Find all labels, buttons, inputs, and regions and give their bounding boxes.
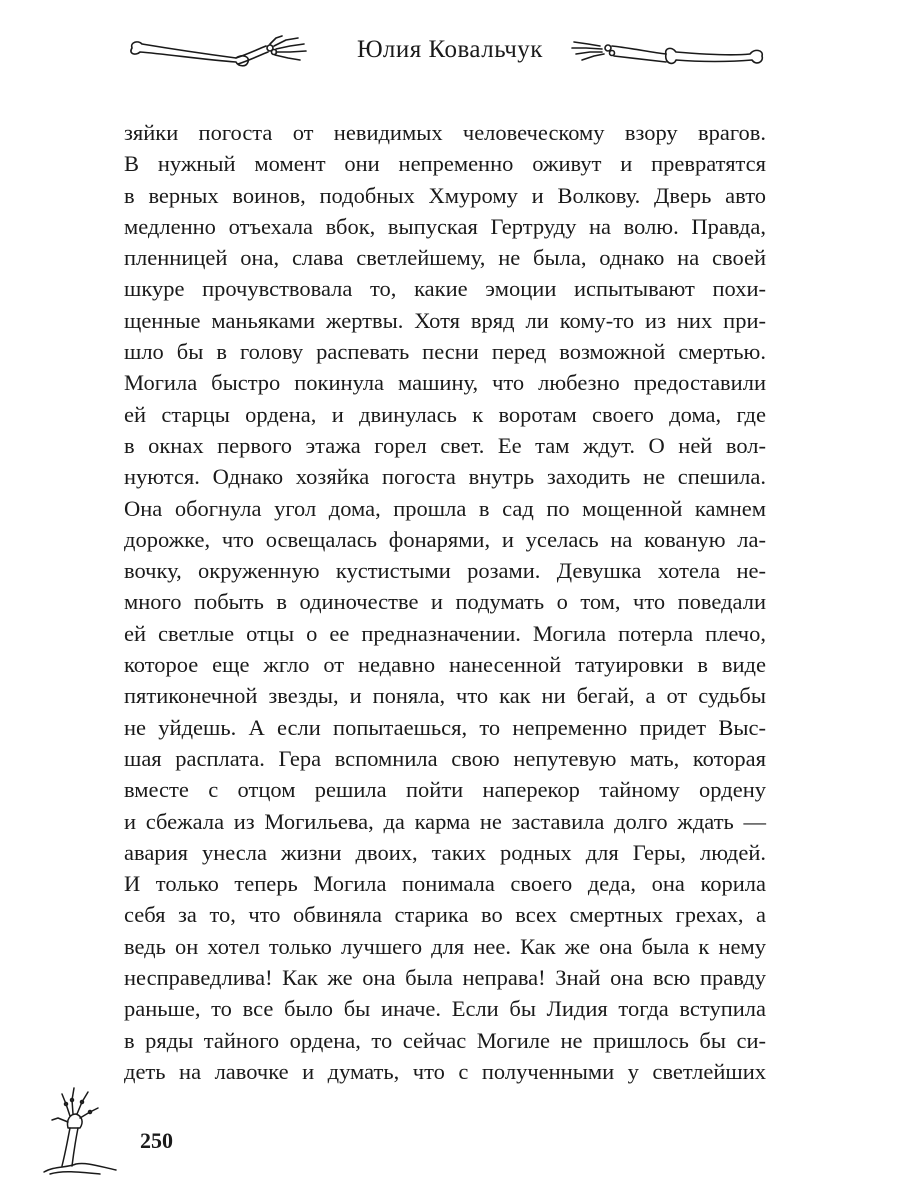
text-line: Могила быстро покинула машину, что любезно предоставили — [124, 370, 766, 396]
text-line: раньше, то все было бы иначе. Если бы Лидия тогда вступила — [124, 996, 766, 1022]
text-line: в окнах первого этажа горел свет. Ее там ждут. О ней вол- — [124, 432, 766, 458]
text-line: пленницей она, слава светлейшему, не была, однако на своей — [124, 245, 766, 271]
text-line: и сбежала из Могильева, да карма не заставила долго ждать — — [124, 808, 766, 834]
page-number: 250 — [140, 1128, 173, 1153]
text-line: шая расплата. Гера вспомнила свою непутевую мать, которая — [124, 745, 766, 771]
text-line: медленно отъехала вбок, выпуская Гертруду на волю. Правда, — [124, 213, 766, 239]
text-line: дорожке, что освещалась фонарями, и уселась на кованую ла- — [124, 526, 766, 552]
author-name: Юлия Ковальчук — [357, 36, 543, 63]
skeletal-hand-rising-icon — [40, 1078, 120, 1178]
text-line: щенные маньяками жертвы. Хотя вряд ли кому-то из них при- — [124, 307, 766, 333]
text-line: нуются. Однако хозяйка погоста внутрь заходить не спешила. — [124, 464, 766, 490]
text-line: которое еще жгло от недавно нанесенной татуировки в виде — [124, 652, 766, 678]
text-line: В нужный момент они непременно оживут и превратятся — [124, 151, 766, 177]
text-line: Она обогнула угол дома, прошла в сад по мощенной камнем — [124, 495, 766, 521]
text-line: в верных воинов, подобных Хмурому и Волкову. Дверь авто — [124, 182, 766, 208]
text-line: шло бы в голову распевать песни перед возможной смертью. — [124, 339, 766, 365]
text-line: не уйдешь. А если попытаешься, то непременно придет Выс- — [124, 714, 766, 740]
text-line: в ряды тайного ордена, то сейчас Могиле не пришлось бы си- — [124, 1027, 766, 1053]
text-line: зяйки погоста от невидимых человеческому взору врагов. — [124, 120, 766, 145]
text-line: деть на лавочке и думать, что с полученными у светлейших — [124, 1058, 766, 1084]
text-line: ведь он хотел только лучшего для нее. Как же она была к нему — [124, 933, 766, 959]
text-line: вочку, окруженную кустистыми розами. Девушка хотела не- — [124, 558, 766, 584]
text-line: много побыть в одиночестве и подумать о том, что поведали — [124, 589, 766, 615]
text-line: себя за то, что обвиняла старика во всех смертных грехах, а — [124, 902, 766, 928]
page-body-text — [124, 117, 766, 1087]
text-line: вместе с отцом решила пойти наперекор тайному ордену — [124, 777, 766, 803]
skeletal-arm-right-icon — [570, 34, 770, 72]
text-line: И только теперь Могила понимала своего деда, она корила — [124, 871, 766, 897]
running-header — [0, 28, 900, 76]
text-line: авария унесла жизни двоих, таких родных для Геры, людей. — [124, 839, 766, 865]
text-line: ей светлые отцы о ее предназначении. Могила потерла плечо, — [124, 620, 766, 646]
text-line: шкуре прочувствовала то, какие эмоции испытывают похи- — [124, 276, 766, 302]
text-line: пятиконечной звезды, и поняла, что как ни бегай, а от судьбы — [124, 683, 766, 709]
text-line: несправедлива! Как же она была неправа! Знай она всю правду — [124, 965, 766, 991]
text-line: ей старцы ордена, и двинулась к воротам своего дома, где — [124, 401, 766, 427]
